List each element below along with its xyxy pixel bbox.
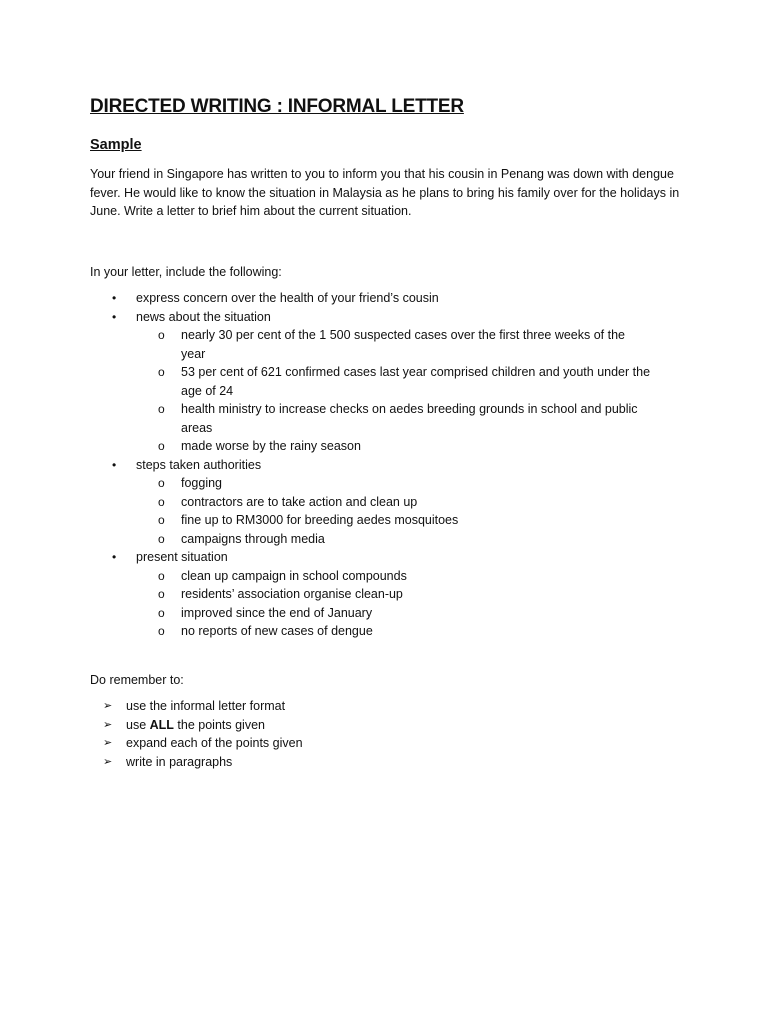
sub-point bbox=[136, 511, 651, 530]
arrow-bullet-icon: ➢ bbox=[103, 755, 113, 768]
bullet-point-text: steps taken authorities bbox=[136, 457, 262, 472]
sub-point bbox=[136, 474, 651, 493]
sub-point-text: 53 per cent of 621 confirmed cases last year comprised children and youth under the age of 24 bbox=[181, 365, 651, 398]
sub-point-list bbox=[136, 567, 690, 641]
bullet-marker: • bbox=[112, 291, 117, 305]
reminder-text-end: the points given bbox=[173, 717, 265, 732]
reminder-text: use bbox=[126, 717, 150, 732]
sub-point-marker: o bbox=[158, 476, 165, 490]
sub-point-marker: o bbox=[158, 605, 165, 620]
sub-point-text: clean up campaign in school compounds bbox=[181, 568, 407, 583]
sub-point bbox=[136, 400, 651, 437]
reminder-text: expand each of the points given bbox=[126, 736, 303, 750]
bullet-point bbox=[90, 308, 690, 456]
arrow-bullet-icon: ➢ bbox=[103, 700, 113, 712]
intro-line: In your letter, include the following: bbox=[90, 264, 282, 279]
sub-point-text: made worse by the rainy season bbox=[181, 439, 361, 453]
sub-point-marker: o bbox=[158, 439, 165, 453]
task-paragraph: Your friend in Singapore has written to you to inform you that his cousin in Penang was down with dengue fever. He would like to know the situation in Malaysia as he plans to bring his family over for the holidays in June. Write a letter to brief him about the current situation. bbox=[90, 167, 680, 218]
document-title: DIRECTED WRITING : INFORMAL LETTER bbox=[90, 96, 464, 117]
reminder-text: use the informal letter format bbox=[126, 699, 286, 713]
sub-point bbox=[136, 326, 651, 363]
reminder-item bbox=[90, 697, 690, 716]
sub-point-marker: o bbox=[158, 513, 165, 527]
sub-point bbox=[136, 585, 651, 604]
bullet-marker: • bbox=[112, 457, 117, 472]
arrow-bullet-icon: ➢ bbox=[103, 737, 113, 749]
reminder-text: write in paragraphs bbox=[126, 754, 233, 769]
bullet-point bbox=[90, 456, 690, 549]
reminder-item bbox=[90, 753, 690, 772]
bullet-marker: • bbox=[112, 309, 117, 324]
sub-point-marker: o bbox=[158, 365, 165, 379]
bullet-point-text: express concern over the health of your friend’s cousin bbox=[136, 291, 439, 305]
sub-point-text: contractors are to take action and clean up bbox=[181, 494, 418, 509]
sub-point-marker: o bbox=[158, 587, 165, 601]
remember-heading: Do remember to: bbox=[90, 672, 184, 687]
sub-point bbox=[136, 493, 651, 512]
sub-point-marker: o bbox=[158, 402, 165, 416]
sub-point bbox=[136, 363, 651, 400]
bullet-point bbox=[90, 289, 690, 308]
bullet-marker: • bbox=[112, 550, 117, 564]
sub-point-marker: o bbox=[158, 328, 165, 342]
sub-point-text: no reports of new cases of dengue bbox=[181, 624, 373, 638]
sub-point-text: nearly 30 per cent of the 1 500 suspected cases over the first three weeks of the year bbox=[181, 328, 626, 361]
sub-point bbox=[136, 530, 651, 549]
sub-point-text: campaigns through media bbox=[181, 531, 325, 546]
reminders-list bbox=[90, 697, 690, 771]
arrow-bullet-icon: ➢ bbox=[103, 718, 113, 731]
sub-point-marker: o bbox=[158, 531, 165, 546]
document-page bbox=[90, 95, 690, 771]
reminder-emphasis: ALL bbox=[149, 717, 174, 732]
sub-point-list bbox=[136, 326, 690, 456]
sub-point bbox=[136, 604, 651, 623]
content-points-list bbox=[90, 289, 690, 641]
reminder-item bbox=[90, 734, 690, 753]
sub-point-text: fine up to RM3000 for breeding aedes mosquitoes bbox=[181, 513, 459, 527]
sub-point bbox=[136, 622, 651, 641]
sub-point-text: residents’ association organise clean-up bbox=[181, 587, 403, 601]
sub-point-list bbox=[136, 474, 690, 548]
sub-point bbox=[136, 567, 651, 586]
bullet-point-text: present situation bbox=[136, 550, 228, 564]
bullet-point bbox=[90, 548, 690, 641]
sample-heading: Sample bbox=[90, 137, 142, 153]
sub-point-marker: o bbox=[158, 624, 165, 638]
sub-point-text: health ministry to increase checks on aedes breeding grounds in school and public areas bbox=[181, 402, 638, 435]
reminder-item bbox=[90, 716, 690, 735]
sub-point-text: fogging bbox=[181, 476, 223, 490]
sub-point-text: improved since the end of January bbox=[181, 605, 373, 620]
sub-point-marker: o bbox=[158, 494, 165, 509]
bullet-point-text: news about the situation bbox=[136, 309, 271, 324]
sub-point bbox=[136, 437, 651, 456]
sub-point-marker: o bbox=[158, 568, 165, 583]
